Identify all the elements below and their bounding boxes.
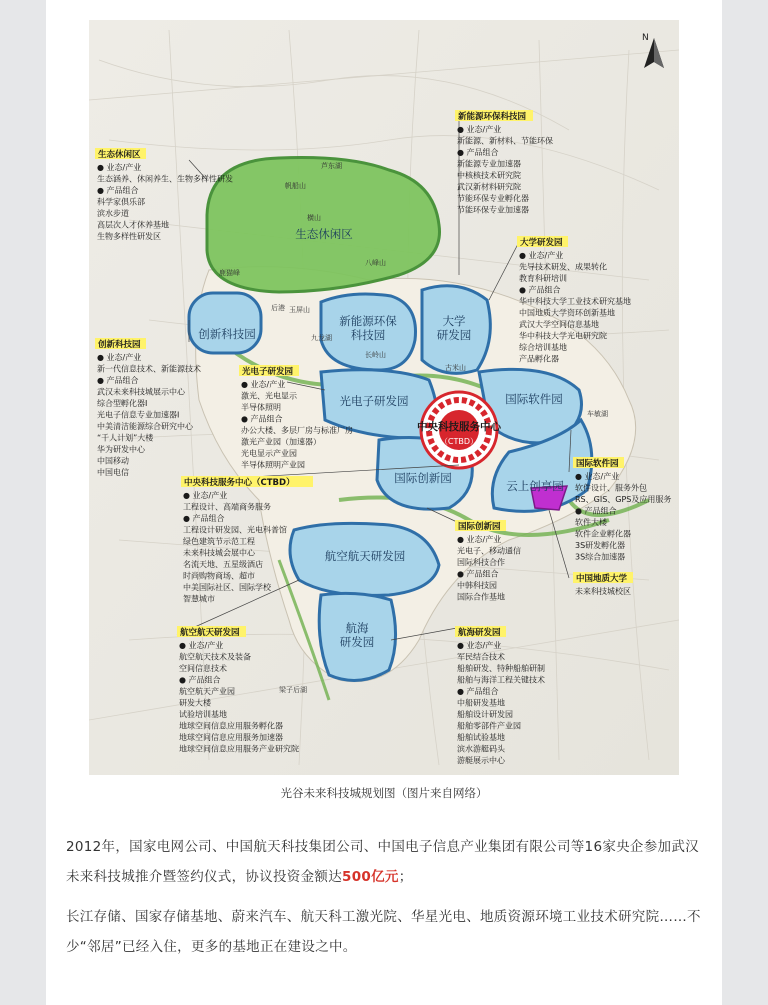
legend-line: 新能源、新材料、节能环保 — [457, 136, 553, 146]
legend-line: 未来科技城会展中心 — [183, 548, 255, 558]
legend-line: 新能源专业加速器 — [457, 159, 521, 169]
legend-line: 3S综合加速器 — [575, 552, 626, 562]
legend-line: ● 产品组合 — [457, 687, 499, 696]
legend-line: 地球空间信息应用服务产业研究院 — [179, 744, 299, 754]
zone-label-navy: 航海研发园 — [339, 621, 375, 649]
legend-title: 航空航天研发园 — [180, 628, 240, 638]
zone-label-aero: 航空航天研发园 — [324, 549, 406, 563]
legend-line: 武汉未来科技城展示中心 — [97, 387, 185, 397]
legend-line: 半导体照明产业园 — [241, 460, 305, 470]
investment-highlight: 500亿元 — [342, 869, 399, 885]
legend-line: 教育科研培训 — [519, 274, 567, 283]
legend-line: 船舶设计研发园 — [457, 710, 513, 719]
legend-line: 中国地质大学资环创新基地 — [519, 308, 615, 318]
legend-line: 综合型孵化器Ⅰ — [97, 399, 148, 408]
legend-line: 研发大楼 — [179, 698, 211, 708]
legend-line: ● 产品组合 — [457, 569, 499, 579]
legend-line: 船舶研发、特种船舶研制 — [457, 664, 545, 673]
place-label: 横山 — [307, 214, 321, 222]
legend-line: ● 产品组合 — [575, 506, 617, 516]
legend-line: 工程设计、高端商务服务 — [183, 502, 271, 512]
place-label: 帆船山 — [285, 182, 306, 190]
legend-line: 华为研发中心 — [97, 445, 145, 454]
legend-line: 智慧城市 — [183, 594, 215, 604]
place-label: 鹿猫峰 — [219, 269, 240, 277]
zone-eco[interactable] — [207, 158, 440, 293]
legend-line: RS、GIS、GPS及应用服务 — [575, 495, 672, 504]
legend-title: 国际软件园 — [576, 459, 619, 469]
legend-line: 光电显示产业园 — [241, 449, 297, 458]
legend-line: 航空航天技术及装备 — [179, 652, 251, 662]
legend-line: 武汉新材料研究院 — [457, 182, 521, 192]
legend-title: 光电子研发园 — [242, 367, 294, 377]
legend-line: 国际合作基地 — [457, 592, 505, 602]
legend-title: 国际创新园 — [458, 522, 501, 532]
legend-line: 软件企业孵化器 — [575, 529, 631, 539]
legend-line: ● 业态/产业 — [179, 641, 224, 650]
legend-line: ● 产品组合 — [241, 414, 283, 424]
legend-line: 3S研发孵化器 — [575, 541, 626, 550]
legend-line: ● 产品组合 — [97, 376, 139, 385]
ctbd-sublabel: （CTBD） — [439, 437, 479, 446]
legend-line: 软件大楼 — [575, 518, 607, 527]
legend-line: ● 业态/产业 — [241, 380, 286, 389]
legend-line: 软件设计、服务外包 — [575, 483, 647, 493]
zone-label-cloud: 云上创享园 — [506, 479, 564, 493]
legend-title: 大学研发园 — [520, 238, 563, 248]
legend-line: 未来科技城校区 — [575, 587, 631, 596]
legend-line: 生物多样性研发区 — [97, 232, 161, 241]
legend-line: 综合培训基地 — [519, 343, 567, 352]
legend-line: 时尚购物商场、超市 — [183, 571, 255, 581]
place-label: 玉屏山 — [289, 306, 310, 314]
legend-line: 绿色建筑节示范工程 — [183, 537, 255, 546]
legend-line: 中核核技术研究院 — [457, 171, 521, 180]
legend-line: 名流天地、五星级酒店 — [183, 560, 263, 569]
legend-title: 生态休闲区 — [98, 150, 141, 160]
legend-line: 光电子、移动通信 — [457, 546, 521, 556]
legend-line: 科学家俱乐部 — [97, 197, 145, 207]
legend-line: 船舶试验基地 — [457, 733, 505, 742]
legend-line: ● 业态/产业 — [575, 472, 620, 481]
legend-line: 船舶零部件产业园 — [457, 721, 521, 731]
legend-line: 中韩科技园 — [457, 581, 497, 590]
legend-line: 节能环保专业孵化器 — [457, 194, 529, 203]
legend-line: 中美清洁能源综合研究中心 — [97, 422, 193, 431]
legend-line: ● 产品组合 — [519, 285, 561, 295]
legend-line: 航空航天产业园 — [179, 687, 235, 696]
paragraph-2: 长江存储、国家存储基地、蔚来汽车、航天科工激光院、华星光电、地质资源环境工业技术研究院……不少“邻居”已经入住，更多的基地正在建设之中。 — [66, 909, 701, 955]
legend-line: 节能环保专业加速器 — [457, 205, 529, 215]
zone-label-innov: 创新科技园 — [198, 327, 256, 341]
legend-line: ● 产品组合 — [97, 186, 139, 195]
legend-line: 武汉大学空间信息基地 — [519, 320, 599, 329]
compass-letter: N — [642, 33, 649, 43]
zone-label-eco: 生态休闲区 — [295, 227, 353, 241]
zone-innov[interactable] — [189, 293, 261, 353]
legend-title: 新能源环保科技园 — [458, 112, 527, 122]
legend-line: 军民结合技术 — [457, 652, 505, 662]
legend-line: 中国移动 — [97, 456, 129, 466]
legend-title: 创新科技园 — [98, 340, 141, 350]
paragraph-1-end: ； — [398, 869, 413, 885]
legend-line: 新一代信息技术、新能源技术 — [97, 364, 201, 374]
legend-line: 产品孵化器 — [519, 354, 559, 364]
place-label: 九龙湖 — [311, 334, 332, 342]
legend-line: ● 产品组合 — [457, 148, 499, 157]
zone-label-univ: 大学研发园 — [436, 314, 472, 342]
legend-line: ● 业态/产业 — [183, 491, 228, 500]
legend-line: 滨水游艇码头 — [457, 744, 505, 754]
legend-line: 船舶与海洋工程关键技术 — [457, 675, 545, 685]
legend-line: 激光、光电显示 — [241, 391, 297, 401]
place-label: 芦东湖 — [321, 162, 342, 170]
legend-line: 中船研发基地 — [457, 698, 505, 708]
legend-line: 半导体照明 — [241, 403, 281, 412]
legend-line: 办公大楼、多层厂房与标准厂房 — [241, 426, 353, 435]
legend-line: ● 产品组合 — [183, 514, 225, 523]
zone-label-intl: 国际创新园 — [394, 471, 452, 485]
place-label: 车敏湖 — [587, 410, 608, 418]
legend-line: 生态涵养、休闲养生、生物多样性研发 — [97, 174, 233, 184]
legend-line: ● 业态/产业 — [519, 251, 564, 260]
ctbd-label: 中央科技服务中心 — [417, 421, 501, 433]
place-label: 梁子后湖 — [279, 686, 307, 694]
legend-line: 空间信息技术 — [179, 664, 227, 673]
place-label: 长岭山 — [365, 351, 386, 359]
map-caption: 光谷未来科技城规划图（图片来自网络） — [280, 786, 488, 800]
paragraph-1-text: 2012年，国家电网公司、中国航天科技集团公司、中国电子信息产业集团有限公司等16家央企参加武汉未来科技城推介暨签约仪式，协议投资金额达 — [66, 839, 699, 885]
legend-line: 华中科技大学光电研究院 — [519, 331, 607, 341]
legend-line: 地球空间信息应用服务加速器 — [179, 733, 283, 742]
place-label: 后港 — [271, 304, 285, 312]
legend-line: ● 业态/产业 — [457, 535, 502, 544]
legend-line: ● 业态/产业 — [97, 353, 142, 362]
place-label: 古米山 — [445, 364, 466, 372]
legend-line: 激光产业园（加速器） — [241, 437, 321, 447]
legend-line: ● 业态/产业 — [97, 163, 142, 172]
planning-map — [89, 20, 679, 775]
legend-line: ● 产品组合 — [179, 675, 221, 685]
legend-title: 航海研发园 — [458, 628, 501, 638]
legend-line: 国际科技合作 — [457, 558, 505, 567]
place-label: 八峰山 — [365, 259, 386, 267]
legend-line: ● 业态/产业 — [457, 641, 502, 650]
legend-line: 华中科技大学工业技术研究基地 — [519, 297, 631, 306]
zone-label-newenergy: 新能源环保科技园 — [339, 314, 397, 342]
zone-label-opto: 光电子研发园 — [339, 394, 409, 408]
legend-line: 工程设计研发园、光电科普馆 — [183, 525, 287, 535]
legend-line: 光电子信息专业加速器Ⅰ — [97, 410, 180, 420]
legend-title: 中国地质大学 — [576, 574, 628, 584]
legend-line: 游艇展示中心 — [457, 756, 505, 765]
legend-line: 高层次人才休养基地 — [97, 220, 169, 230]
legend-title: 中央科技服务中心（CTBD） — [184, 478, 295, 488]
legend-line: 中美国际社区、国际学校 — [183, 583, 271, 592]
legend-line: 中国电信 — [97, 468, 129, 477]
legend-line: “千人计划”大楼 — [97, 433, 154, 443]
legend-line: 滨水步道 — [97, 209, 129, 218]
paragraph-1 — [66, 832, 706, 892]
legend-line: 试验培训基地 — [179, 710, 227, 719]
legend-line: ● 业态/产业 — [457, 125, 502, 134]
legend-line: 先导技术研发、成果转化 — [519, 262, 607, 272]
zone-label-soft: 国际软件园 — [505, 392, 563, 406]
legend-line: 地球空间信息应用服务孵化器 — [179, 721, 283, 731]
